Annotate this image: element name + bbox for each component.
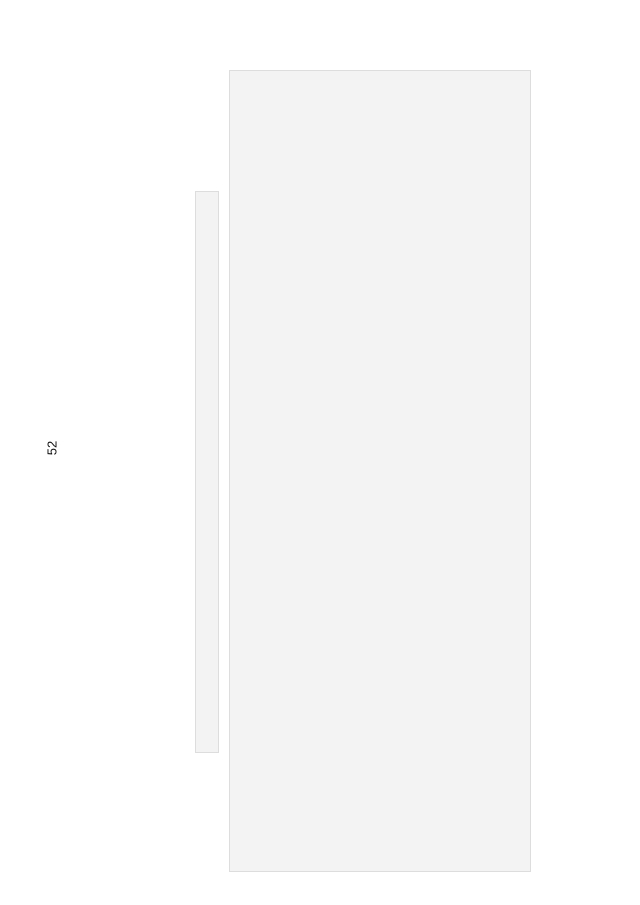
placeholder-table — [229, 70, 531, 872]
document-body — [195, 72, 535, 872]
page-number: 52 — [44, 440, 60, 456]
placeholder-heading — [195, 191, 219, 753]
